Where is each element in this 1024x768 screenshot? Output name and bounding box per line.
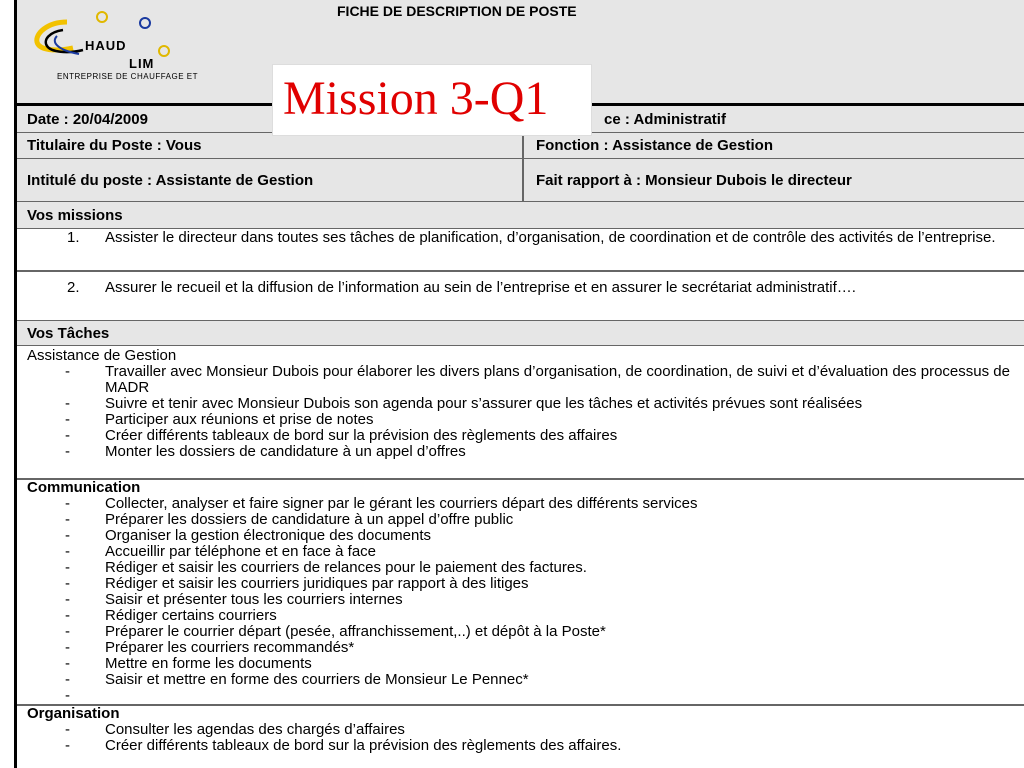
mission-label-box — [272, 64, 592, 136]
taches-heading: Vos Tâches — [27, 324, 110, 342]
task-item: - Rédiger et saisir les courriers juridiques par rapport à des litiges — [17, 576, 1024, 592]
rapport-cell: Fait rapport à : Monsieur Dubois le directeur — [536, 171, 852, 189]
task-item: - Suivre et tenir avec Monsieur Dubois son agenda pour s’assurer que les tâches et activités prévues sont réalisées — [17, 396, 1024, 412]
task-group-assistance — [17, 348, 1024, 460]
missions-heading-row — [17, 202, 1024, 229]
task-text: Rédiger et saisir les courriers de relances pour le paiement des factures. — [105, 559, 587, 576]
mission-number: 1. — [67, 229, 80, 246]
task-text: Consulter les agendas des chargés d’affaires — [105, 721, 405, 738]
task-text: Travailler avec Monsieur Dubois pour élaborer les divers plans d’organisation, de coordination, de suivi et d’évaluation des processus de MADR — [105, 363, 1010, 396]
task-item: - Préparer le courrier départ (pesée, affranchissement,..) et dépôt à la Poste* — [17, 624, 1024, 640]
task-item: - Travailler avec Monsieur Dubois pour élaborer les divers plans d’organisation, de coordination, de suivi et d’évaluation des processus de MADR — [17, 364, 1024, 396]
task-text: Rédiger et saisir les courriers juridiques par rapport à des litiges — [105, 575, 529, 592]
task-item: - Saisir et mettre en forme des courriers de Monsieur Le Pennec* — [17, 672, 1024, 688]
task-text: Saisir et présenter tous les courriers internes — [105, 591, 403, 608]
row-intitule-rapport — [17, 159, 1024, 202]
task-item: - Participer aux réunions et prise de notes — [17, 412, 1024, 428]
task-text: Créer différents tableaux de bord sur la prévision des règlements des affaires — [105, 427, 618, 444]
task-item: - Préparer les dossiers de candidature à un appel d’offre public — [17, 512, 1024, 528]
task-text: Saisir et mettre en forme des courriers de Monsieur Le Pennec* — [105, 671, 529, 688]
task-group-title: Assistance de Gestion — [27, 347, 177, 364]
task-text: Monter les dossiers de candidature à un appel d’offres — [105, 443, 466, 460]
task-text: Participer aux réunions et prise de notes — [105, 411, 374, 428]
date-cell: Date : 20/04/2009 — [27, 110, 148, 128]
taches-heading-row — [17, 320, 1024, 346]
intitule-cell: Intitulé du poste : Assistante de Gestion — [27, 171, 314, 189]
row-separator — [17, 270, 1024, 272]
task-item: - Monter les dossiers de candidature à un appel d’offres — [17, 444, 1024, 460]
task-item: - Rédiger et saisir les courriers de relances pour le paiement des factures. — [17, 560, 1024, 576]
row-titulaire-fonction — [17, 133, 1024, 159]
service-cell: ce : Administratif — [604, 110, 726, 128]
task-text: Accueillir par téléphone et en face à face — [105, 543, 377, 560]
logo-tagline: ENTREPRISE DE CHAUFFAGE ET — [57, 72, 199, 81]
company-logo — [27, 8, 257, 80]
task-text: Mettre en forme les documents — [105, 655, 312, 672]
mission-text: Assurer le recueil et la diffusion de l’information au sein de l’entreprise et en assurer le secrétariat administratif…. — [105, 279, 856, 296]
task-item: - Collecter, analyser et faire signer par le gérant les courriers départ des différents services — [17, 496, 1024, 512]
task-item: - Préparer les courriers recommandés* — [17, 640, 1024, 656]
task-item: - Consulter les agendas des chargés d’affaires — [17, 722, 1024, 738]
task-item: - Saisir et présenter tous les courriers internes — [17, 592, 1024, 608]
logo-text-haud: HAUD — [85, 38, 127, 53]
task-text: Créer différents tableaux de bord sur la prévision des règlements des affaires. — [105, 737, 622, 754]
task-item: - Mettre en forme les documents — [17, 656, 1024, 672]
mission-label: Mission 3-Q1 — [283, 72, 549, 125]
task-text: Collecter, analyser et faire signer par le gérant les courriers départ des différents services — [105, 495, 698, 512]
task-text: Suivre et tenir avec Monsieur Dubois son agenda pour s’assurer que les tâches et activités prévues sont réalisées — [105, 395, 863, 412]
task-group-communication — [17, 480, 1024, 704]
task-text: Préparer le courrier départ (pesée, affranchissement,..) et dépôt à la Poste* — [105, 623, 606, 640]
missions-heading: Vos missions — [27, 206, 123, 224]
task-item: - Créer différents tableaux de bord sur la prévision des règlements des affaires. — [17, 738, 1024, 754]
task-item: - Organiser la gestion électronique des documents — [17, 528, 1024, 544]
task-item: - Créer différents tableaux de bord sur la prévision des règlements des affaires — [17, 428, 1024, 444]
task-group-organisation — [17, 706, 1024, 754]
logo-text-lim: LIM — [129, 56, 155, 71]
task-group-title: Communication — [27, 479, 141, 496]
task-text: Préparer les dossiers de candidature à un appel d’offre public — [105, 511, 514, 528]
document-title: FICHE DE DESCRIPTION DE POSTE — [337, 3, 577, 19]
task-item: - — [17, 688, 1024, 704]
mission-text: Assister le directeur dans toutes ses tâches de planification, d’organisation, de coordination et de contrôle des activités de l’entreprise. — [105, 229, 996, 246]
task-text: Rédiger certains courriers — [105, 607, 277, 624]
task-text — [105, 688, 1020, 704]
task-text: Préparer les courriers recommandés* — [105, 639, 355, 656]
fonction-cell: Fonction : Assistance de Gestion — [536, 137, 773, 154]
task-group-title: Organisation — [27, 705, 120, 722]
titulaire-cell: Titulaire du Poste : Vous — [27, 137, 202, 154]
mission-number: 2. — [67, 279, 80, 296]
task-item: - Accueillir par téléphone et en face à face — [17, 544, 1024, 560]
task-text: Organiser la gestion électronique des documents — [105, 527, 432, 544]
task-item: - Rédiger certains courriers — [17, 608, 1024, 624]
